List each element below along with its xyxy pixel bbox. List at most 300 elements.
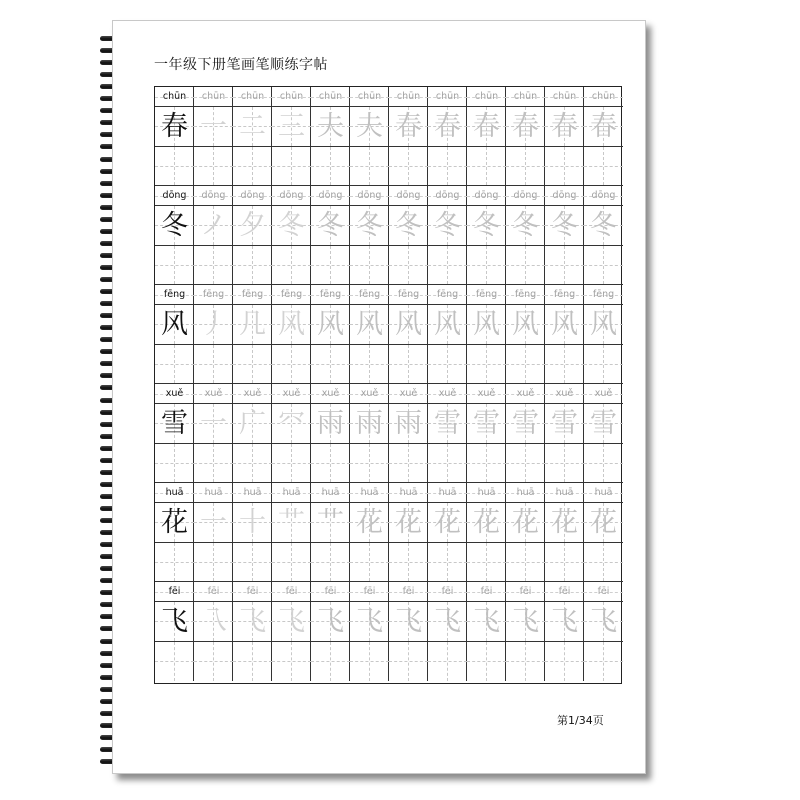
blank-practice-box[interactable] bbox=[584, 543, 623, 582]
stroke-step-character: 雨 bbox=[356, 408, 383, 439]
stroke-step-character: 夫 bbox=[317, 111, 344, 142]
blank-practice-box[interactable] bbox=[233, 642, 272, 681]
trace-cell bbox=[272, 384, 311, 483]
tian-zi-box bbox=[506, 602, 545, 642]
pinyin-text: chūn bbox=[435, 91, 460, 102]
stroke-step-character: 花 bbox=[551, 507, 578, 538]
blank-practice-box[interactable] bbox=[311, 147, 350, 186]
tian-zi-box bbox=[350, 404, 389, 444]
blank-practice-box[interactable] bbox=[545, 147, 584, 186]
blank-practice-box[interactable] bbox=[155, 642, 194, 681]
blank-practice-box[interactable] bbox=[194, 147, 233, 186]
character-row bbox=[155, 483, 621, 582]
tian-zi-box bbox=[194, 305, 233, 345]
pinyin-text: fēi bbox=[207, 586, 220, 597]
blank-practice-box[interactable] bbox=[428, 246, 467, 285]
pinyin-label bbox=[311, 384, 350, 404]
blank-practice-box[interactable] bbox=[584, 642, 623, 681]
stroke-step-character: 几 bbox=[239, 309, 266, 340]
pinyin-text: fēi bbox=[597, 586, 610, 597]
tian-zi-box bbox=[272, 602, 311, 642]
blank-practice-box[interactable] bbox=[389, 246, 428, 285]
trace-cell bbox=[194, 87, 233, 186]
pinyin-text: xuě bbox=[594, 388, 613, 399]
blank-practice-box[interactable] bbox=[428, 147, 467, 186]
trace-cell bbox=[350, 582, 389, 681]
stroke-step-character: 冬 bbox=[551, 210, 578, 241]
stroke-step-character: 三 bbox=[278, 111, 305, 142]
pinyin-text: fēng bbox=[397, 289, 420, 300]
trace-cell bbox=[272, 186, 311, 285]
pinyin-label bbox=[311, 582, 350, 602]
blank-practice-box[interactable] bbox=[155, 444, 194, 483]
blank-practice-box[interactable] bbox=[194, 543, 233, 582]
stroke-step-character: 冬 bbox=[434, 210, 461, 241]
blank-practice-box[interactable] bbox=[428, 543, 467, 582]
pinyin-text: huā bbox=[555, 487, 574, 498]
pinyin-label bbox=[428, 582, 467, 602]
pinyin-text: huā bbox=[321, 487, 340, 498]
trace-cell bbox=[428, 582, 467, 681]
blank-practice-box[interactable] bbox=[233, 246, 272, 285]
trace-cell bbox=[272, 87, 311, 186]
stroke-step-character: 乁 bbox=[200, 606, 227, 637]
tian-zi-box bbox=[428, 305, 467, 345]
trace-cell bbox=[584, 186, 623, 285]
pinyin-label bbox=[311, 285, 350, 305]
pinyin-label bbox=[155, 582, 194, 602]
tian-zi-box bbox=[389, 206, 428, 246]
pinyin-text: fēi bbox=[363, 586, 376, 597]
tian-zi-box bbox=[272, 503, 311, 543]
blank-practice-box[interactable] bbox=[311, 345, 350, 384]
model-cell bbox=[155, 483, 194, 582]
pinyin-text: dōng bbox=[513, 190, 538, 201]
tian-zi-box bbox=[233, 305, 272, 345]
tian-zi-box bbox=[389, 602, 428, 642]
blank-practice-box[interactable] bbox=[584, 444, 623, 483]
blank-practice-box[interactable] bbox=[428, 444, 467, 483]
stroke-step-character: 冬 bbox=[278, 210, 305, 241]
pinyin-text: chūn bbox=[162, 91, 187, 102]
model-character: 风 bbox=[161, 309, 188, 340]
pinyin-text: fēng bbox=[241, 289, 264, 300]
trace-cell bbox=[584, 87, 623, 186]
blank-practice-box[interactable] bbox=[545, 444, 584, 483]
pinyin-label bbox=[389, 483, 428, 503]
tian-zi-box bbox=[155, 503, 194, 543]
tian-zi-box bbox=[194, 404, 233, 444]
tian-zi-box bbox=[194, 602, 233, 642]
blank-practice-box[interactable] bbox=[389, 345, 428, 384]
pinyin-label bbox=[272, 483, 311, 503]
stroke-step-character: 飞 bbox=[239, 606, 266, 637]
stroke-step-character: 二 bbox=[239, 111, 266, 142]
blank-practice-box[interactable] bbox=[272, 444, 311, 483]
trace-cell bbox=[350, 285, 389, 384]
blank-practice-box[interactable] bbox=[545, 345, 584, 384]
tian-zi-box bbox=[155, 206, 194, 246]
stroke-step-character: 雪 bbox=[473, 408, 500, 439]
blank-practice-box[interactable] bbox=[350, 246, 389, 285]
trace-cell bbox=[545, 186, 584, 285]
pinyin-label bbox=[584, 582, 623, 602]
blank-practice-box[interactable] bbox=[233, 345, 272, 384]
tian-zi-box bbox=[428, 404, 467, 444]
stroke-step-character: 风 bbox=[395, 309, 422, 340]
tian-zi-box bbox=[545, 206, 584, 246]
pinyin-label bbox=[584, 285, 623, 305]
tian-zi-box bbox=[233, 602, 272, 642]
blank-practice-box[interactable] bbox=[389, 642, 428, 681]
pinyin-text: xuě bbox=[516, 388, 535, 399]
pinyin-text: chūn bbox=[357, 91, 382, 102]
model-cell bbox=[155, 582, 194, 681]
pinyin-text: huā bbox=[360, 487, 379, 498]
blank-practice-box[interactable] bbox=[311, 543, 350, 582]
trace-cell bbox=[545, 384, 584, 483]
blank-practice-box[interactable] bbox=[155, 147, 194, 186]
blank-practice-box[interactable] bbox=[506, 147, 545, 186]
blank-practice-box[interactable] bbox=[350, 345, 389, 384]
model-character: 飞 bbox=[161, 606, 188, 637]
pinyin-text: fēng bbox=[514, 289, 537, 300]
pinyin-label bbox=[155, 483, 194, 503]
blank-practice-box[interactable] bbox=[389, 444, 428, 483]
trace-cell bbox=[350, 384, 389, 483]
blank-practice-box[interactable] bbox=[272, 246, 311, 285]
trace-cell bbox=[233, 582, 272, 681]
trace-cell bbox=[272, 285, 311, 384]
pinyin-text: xuě bbox=[555, 388, 574, 399]
pinyin-text: huā bbox=[243, 487, 262, 498]
pinyin-text: fēng bbox=[202, 289, 225, 300]
trace-cell bbox=[350, 186, 389, 285]
blank-practice-box[interactable] bbox=[350, 642, 389, 681]
tian-zi-box bbox=[155, 305, 194, 345]
tian-zi-box bbox=[233, 107, 272, 147]
pinyin-label bbox=[272, 285, 311, 305]
stroke-step-character: 雨 bbox=[395, 408, 422, 439]
pinyin-label bbox=[467, 384, 506, 404]
pinyin-text: dōng bbox=[357, 190, 382, 201]
tian-zi-box bbox=[428, 503, 467, 543]
blank-practice-box[interactable] bbox=[194, 444, 233, 483]
stroke-step-character: 花 bbox=[512, 507, 539, 538]
tian-zi-box bbox=[389, 503, 428, 543]
blank-practice-box[interactable] bbox=[155, 246, 194, 285]
trace-cell bbox=[506, 186, 545, 285]
blank-practice-box[interactable] bbox=[155, 345, 194, 384]
trace-cell bbox=[545, 87, 584, 186]
pinyin-text: dōng bbox=[396, 190, 421, 201]
model-cell bbox=[155, 87, 194, 186]
blank-practice-box[interactable] bbox=[584, 147, 623, 186]
blank-practice-box[interactable] bbox=[350, 543, 389, 582]
pinyin-label bbox=[584, 483, 623, 503]
blank-practice-box[interactable] bbox=[467, 147, 506, 186]
pinyin-label bbox=[155, 87, 194, 107]
trace-cell bbox=[272, 582, 311, 681]
trace-cell bbox=[428, 186, 467, 285]
pinyin-text: fēng bbox=[436, 289, 459, 300]
pinyin-label bbox=[545, 384, 584, 404]
trace-cell bbox=[467, 582, 506, 681]
pinyin-text: dōng bbox=[552, 190, 577, 201]
trace-cell bbox=[584, 582, 623, 681]
trace-cell bbox=[506, 285, 545, 384]
trace-cell bbox=[233, 384, 272, 483]
pinyin-text: huā bbox=[477, 487, 496, 498]
blank-practice-box[interactable] bbox=[194, 246, 233, 285]
pinyin-text: chūn bbox=[240, 91, 265, 102]
blank-practice-box[interactable] bbox=[506, 543, 545, 582]
tian-zi-box bbox=[272, 206, 311, 246]
tian-zi-box bbox=[311, 602, 350, 642]
pinyin-label bbox=[194, 582, 233, 602]
pinyin-text: fēi bbox=[168, 586, 181, 597]
pinyin-label bbox=[545, 285, 584, 305]
stroke-step-character: 冬 bbox=[317, 210, 344, 241]
blank-practice-box[interactable] bbox=[428, 642, 467, 681]
trace-cell bbox=[311, 483, 350, 582]
trace-cell bbox=[311, 582, 350, 681]
trace-cell bbox=[584, 384, 623, 483]
blank-practice-box[interactable] bbox=[584, 345, 623, 384]
stroke-step-character: 一 bbox=[200, 507, 227, 538]
pinyin-text: huā bbox=[594, 487, 613, 498]
tian-zi-box bbox=[155, 404, 194, 444]
trace-cell bbox=[311, 87, 350, 186]
tian-zi-box bbox=[389, 305, 428, 345]
stroke-step-character: 花 bbox=[434, 507, 461, 538]
pinyin-label bbox=[584, 384, 623, 404]
trace-cell bbox=[428, 285, 467, 384]
blank-practice-box[interactable] bbox=[467, 345, 506, 384]
stroke-step-character: 春 bbox=[473, 111, 500, 142]
tian-zi-box bbox=[194, 107, 233, 147]
tian-zi-box bbox=[350, 206, 389, 246]
pinyin-label bbox=[311, 483, 350, 503]
tian-zi-box bbox=[467, 107, 506, 147]
tian-zi-box bbox=[545, 602, 584, 642]
tian-zi-box bbox=[506, 503, 545, 543]
trace-cell bbox=[428, 87, 467, 186]
trace-cell bbox=[428, 384, 467, 483]
stroke-step-character: 风 bbox=[551, 309, 578, 340]
stroke-step-character: 花 bbox=[473, 507, 500, 538]
tian-zi-box bbox=[233, 404, 272, 444]
blank-practice-box[interactable] bbox=[272, 543, 311, 582]
stroke-step-character: 飞 bbox=[395, 606, 422, 637]
stroke-step-character: 一 bbox=[200, 111, 227, 142]
trace-cell bbox=[467, 384, 506, 483]
blank-practice-box[interactable] bbox=[545, 543, 584, 582]
blank-practice-box[interactable] bbox=[545, 246, 584, 285]
pinyin-text: fēi bbox=[558, 586, 571, 597]
pinyin-label bbox=[584, 186, 623, 206]
blank-practice-box[interactable] bbox=[311, 246, 350, 285]
pinyin-text: chūn bbox=[318, 91, 343, 102]
tian-zi-box bbox=[506, 206, 545, 246]
blank-practice-box[interactable] bbox=[545, 642, 584, 681]
page-title: 一年级下册笔画笔顺练字帖 bbox=[154, 57, 328, 73]
pinyin-label bbox=[389, 384, 428, 404]
pinyin-text: fēng bbox=[163, 289, 186, 300]
tian-zi-box bbox=[233, 206, 272, 246]
trace-cell bbox=[389, 87, 428, 186]
pinyin-text: dōng bbox=[435, 190, 460, 201]
pinyin-text: chūn bbox=[591, 91, 616, 102]
tian-zi-box bbox=[155, 602, 194, 642]
pinyin-label bbox=[272, 186, 311, 206]
tian-zi-box bbox=[350, 305, 389, 345]
pinyin-text: fēng bbox=[475, 289, 498, 300]
pinyin-text: huā bbox=[399, 487, 418, 498]
blank-practice-box[interactable] bbox=[311, 642, 350, 681]
blank-practice-box[interactable] bbox=[506, 444, 545, 483]
tian-zi-box bbox=[311, 305, 350, 345]
blank-practice-box[interactable] bbox=[428, 345, 467, 384]
tian-zi-box bbox=[272, 404, 311, 444]
pinyin-label bbox=[155, 186, 194, 206]
pinyin-text: huā bbox=[204, 487, 223, 498]
blank-practice-box[interactable] bbox=[272, 345, 311, 384]
pinyin-label bbox=[506, 582, 545, 602]
blank-practice-box[interactable] bbox=[311, 444, 350, 483]
pinyin-label bbox=[389, 87, 428, 107]
tian-zi-box bbox=[155, 107, 194, 147]
stroke-step-character: 春 bbox=[551, 111, 578, 142]
tian-zi-box bbox=[194, 206, 233, 246]
blank-practice-box[interactable] bbox=[272, 642, 311, 681]
pinyin-label bbox=[350, 285, 389, 305]
stroke-step-character: 风 bbox=[356, 309, 383, 340]
pinyin-text: huā bbox=[282, 487, 301, 498]
character-row bbox=[155, 87, 621, 186]
model-cell bbox=[155, 285, 194, 384]
blank-practice-box[interactable] bbox=[194, 345, 233, 384]
trace-cell bbox=[467, 186, 506, 285]
stroke-step-character: 夕 bbox=[239, 210, 266, 241]
blank-practice-box[interactable] bbox=[506, 345, 545, 384]
blank-practice-box[interactable] bbox=[389, 543, 428, 582]
pinyin-label bbox=[467, 285, 506, 305]
stroke-step-character: 春 bbox=[434, 111, 461, 142]
pinyin-label bbox=[545, 87, 584, 107]
pinyin-label bbox=[389, 582, 428, 602]
trace-cell bbox=[467, 285, 506, 384]
pinyin-label bbox=[233, 285, 272, 305]
blank-practice-box[interactable] bbox=[155, 543, 194, 582]
blank-practice-box[interactable] bbox=[272, 147, 311, 186]
trace-cell bbox=[233, 285, 272, 384]
pinyin-text: chūn bbox=[474, 91, 499, 102]
tian-zi-box bbox=[545, 305, 584, 345]
blank-practice-box[interactable] bbox=[350, 147, 389, 186]
stroke-step-character: 冬 bbox=[395, 210, 422, 241]
trace-cell bbox=[506, 483, 545, 582]
blank-practice-box[interactable] bbox=[584, 246, 623, 285]
pinyin-text: huā bbox=[438, 487, 457, 498]
pinyin-label bbox=[350, 483, 389, 503]
pinyin-label bbox=[350, 186, 389, 206]
model-character: 花 bbox=[161, 507, 188, 538]
stroke-step-character: 花 bbox=[395, 507, 422, 538]
stroke-step-character: 花 bbox=[356, 507, 383, 538]
trace-cell bbox=[428, 483, 467, 582]
blank-practice-box[interactable] bbox=[506, 246, 545, 285]
pinyin-label bbox=[506, 384, 545, 404]
pinyin-label bbox=[506, 483, 545, 503]
pinyin-label bbox=[467, 87, 506, 107]
blank-practice-box[interactable] bbox=[194, 642, 233, 681]
blank-practice-box[interactable] bbox=[233, 543, 272, 582]
pinyin-label bbox=[350, 582, 389, 602]
blank-practice-box[interactable] bbox=[389, 147, 428, 186]
trace-cell bbox=[389, 483, 428, 582]
stroke-step-character: 雪 bbox=[551, 408, 578, 439]
pinyin-text: chūn bbox=[552, 91, 577, 102]
blank-practice-box[interactable] bbox=[467, 543, 506, 582]
character-row bbox=[155, 582, 621, 681]
pinyin-label bbox=[545, 582, 584, 602]
pinyin-text: fēng bbox=[280, 289, 303, 300]
tian-zi-box bbox=[311, 404, 350, 444]
trace-cell bbox=[467, 483, 506, 582]
pinyin-text: xuě bbox=[243, 388, 262, 399]
pinyin-label bbox=[272, 87, 311, 107]
pinyin-text: xuě bbox=[165, 388, 184, 399]
trace-cell bbox=[233, 87, 272, 186]
trace-cell bbox=[194, 483, 233, 582]
tian-zi-box bbox=[584, 503, 623, 543]
blank-practice-box[interactable] bbox=[233, 147, 272, 186]
tian-zi-box bbox=[428, 107, 467, 147]
pinyin-text: huā bbox=[165, 487, 184, 498]
character-row bbox=[155, 384, 621, 483]
pinyin-text: huā bbox=[516, 487, 535, 498]
stroke-step-character: 飞 bbox=[473, 606, 500, 637]
blank-practice-box[interactable] bbox=[467, 246, 506, 285]
stroke-step-character: 雪 bbox=[512, 408, 539, 439]
pinyin-text: chūn bbox=[201, 91, 226, 102]
blank-practice-box[interactable] bbox=[467, 444, 506, 483]
tian-zi-box bbox=[311, 503, 350, 543]
pinyin-label bbox=[428, 87, 467, 107]
stroke-step-character: 艹 bbox=[317, 507, 344, 538]
stroke-step-character: 风 bbox=[590, 309, 617, 340]
pinyin-label bbox=[311, 87, 350, 107]
blank-practice-box[interactable] bbox=[233, 444, 272, 483]
stroke-step-character: 冬 bbox=[473, 210, 500, 241]
model-character: 雪 bbox=[161, 408, 188, 439]
blank-practice-box[interactable] bbox=[350, 444, 389, 483]
stroke-step-character: ノ bbox=[200, 210, 227, 241]
model-cell bbox=[155, 186, 194, 285]
pinyin-label bbox=[272, 384, 311, 404]
blank-practice-box[interactable] bbox=[467, 642, 506, 681]
pinyin-text: dōng bbox=[162, 190, 187, 201]
stroke-step-character: 春 bbox=[590, 111, 617, 142]
trace-cell bbox=[584, 285, 623, 384]
trace-cell bbox=[233, 483, 272, 582]
trace-cell bbox=[233, 186, 272, 285]
trace-cell bbox=[389, 582, 428, 681]
stroke-step-character: 飞 bbox=[356, 606, 383, 637]
pinyin-label bbox=[545, 483, 584, 503]
blank-practice-box[interactable] bbox=[506, 642, 545, 681]
